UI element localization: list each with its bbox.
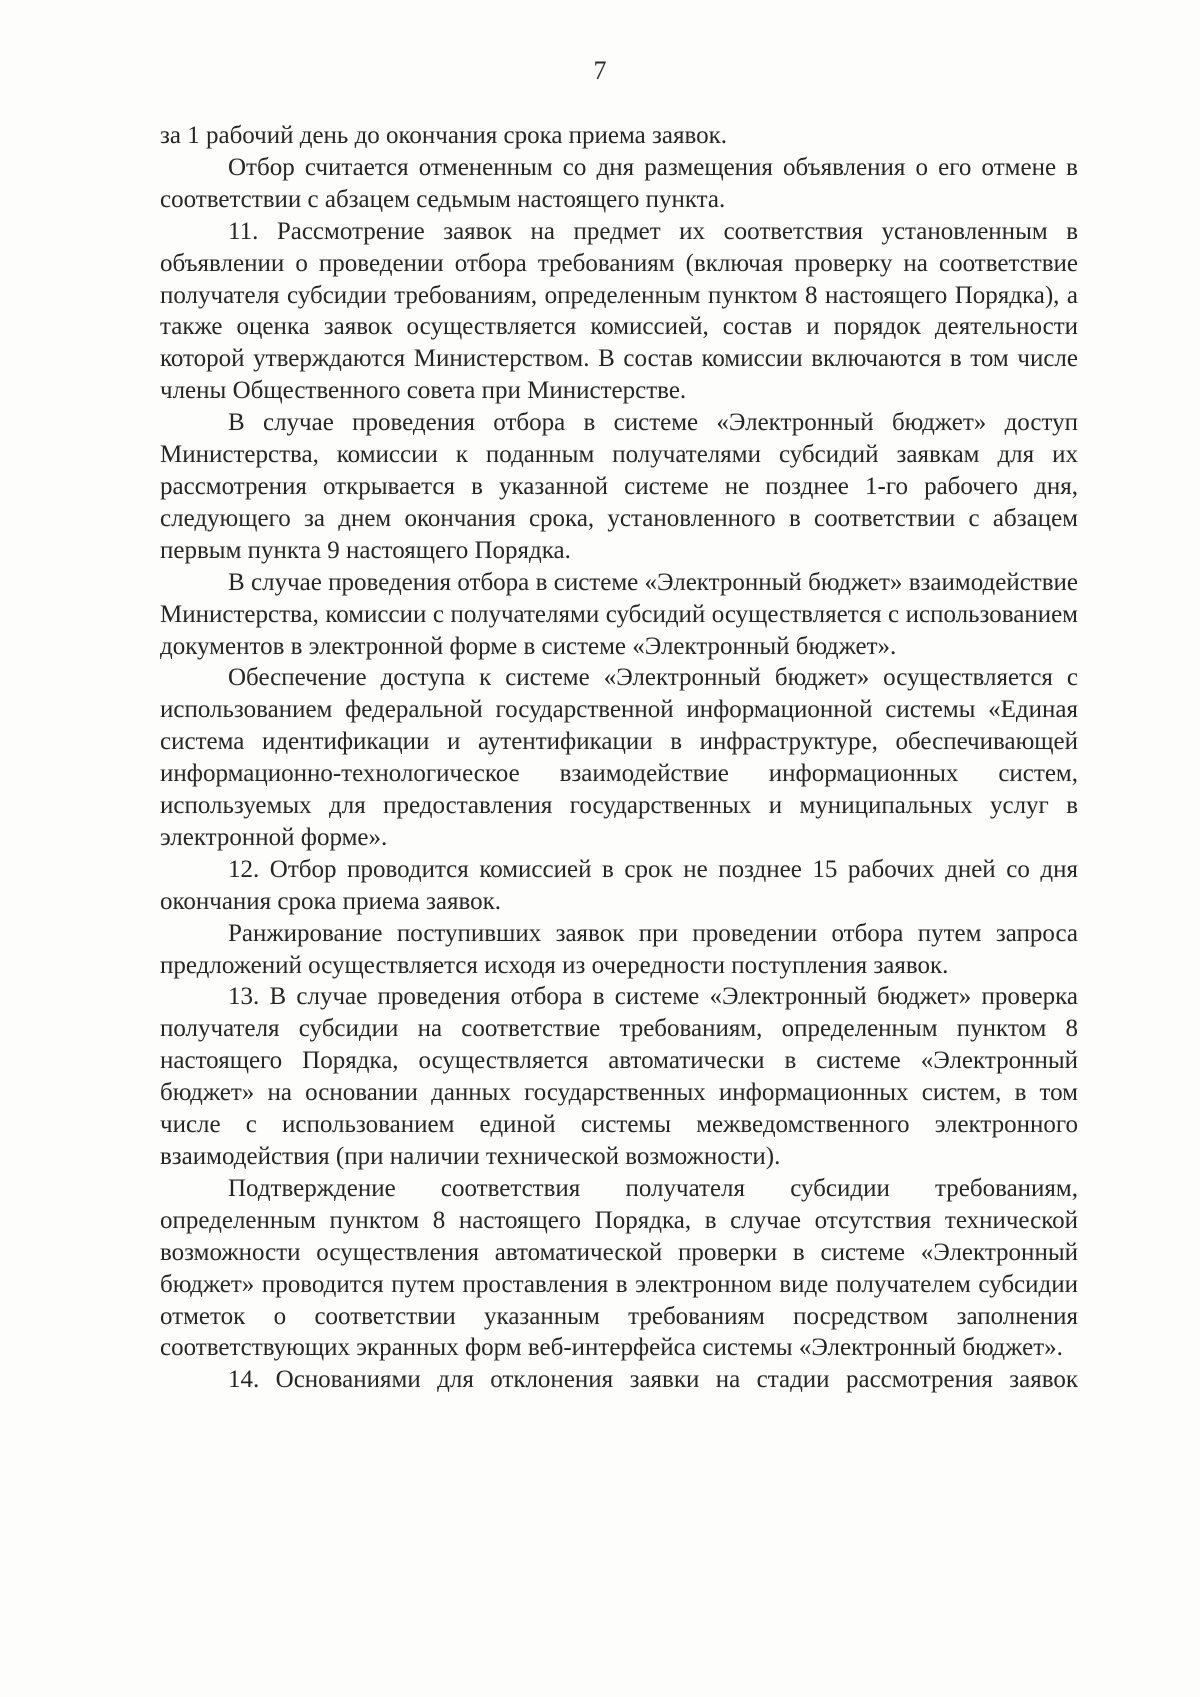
page-number: 7	[593, 56, 607, 85]
paragraph-system-access: Обеспечение доступа к системе «Электронный бюджет» осуществляется с использованием федеральной государственной информационной системы «Единая система идентификации и аутентификации в инфраструктуре, обеспечивающей информационно-технологическое взаимодействие информационных систем, используемых для предоставления государственных и муниципальных услуг в электронной форме».	[160, 664, 1078, 851]
paragraph-selection-cancel: Отбор считается отмененным со дня размещения объявления о его отмене в соответствии с абзацем седьмым настоящего пункта.	[160, 153, 1078, 213]
paragraph-clause-13: 13. В случае проведения отбора в системе «Электронный бюджет» проверка получателя субсидии на соответствие требованиям, определенным пунктом 8 настоящего Порядка, осуществляется автоматически в системе «Электронный бюджет» на основании данных государственных информационных систем, в том числе с использованием единой системы межведомственного электронного взаимодействия (при наличии технической возможности).	[160, 983, 1078, 1170]
document-body	[160, 120, 1078, 1396]
paragraph-continuation: за 1 рабочий день до окончания срока приема заявок.	[160, 122, 728, 149]
paragraph-clause-12: 12. Отбор проводится комиссией в срок не позднее 15 рабочих дней со дня окончания срока приема заявок.	[160, 855, 1078, 915]
paragraph-access-review: В случае проведения отбора в системе «Электронный бюджет» доступ Министерства, комиссии к поданным получателями субсидий заявкам для их рассмотрения открывается в указанной системе не позднее 1-го рабочего дня, следующего за днем окончания срока, установленного в соответствии с абзацем первым пункта 9 настоящего Порядка.	[160, 409, 1078, 564]
paragraph-clause-11: 11. Рассмотрение заявок на предмет их соответствия установленным в объявлении о проведении отбора требованиям (включая проверку на соответствие получателя субсидии требованиям, определенным пунктом 8 настоящего Порядка), а также оценка заявок осуществляется комиссией, состав и порядок деятельности которой утверждаются Министерством. В состав комиссии включаются в том числе члены Общественного совета при Министерстве.	[160, 217, 1078, 405]
paragraph-confirmation: Подтверждение соответствия получателя субсидии требованиям, определенным пунктом 8 настоящего Порядка, в случае отсутствия технической возможности осуществления автоматической проверки в системе «Электронный бюджет» проводится путем проставления в электронном виде получателем субсидии отметок о соответствии указанным требованиям посредством заполнения соответствующих экранных форм веб-интерфейса системы «Электронный бюджет».	[160, 1174, 1078, 1362]
paragraph-clause-14: 14. Основаниями для отклонения заявки на стадии рассмотрения заявок	[228, 1366, 1078, 1394]
paragraph-ranking: Ранжирование поступивших заявок при проведении отбора путем запроса предложений осуществляется исходя из очередности поступления заявок.	[160, 919, 1078, 979]
paragraph-interaction: В случае проведения отбора в системе «Электронный бюджет» взаимодействие Министерства, комиссии с получателями субсидий осуществляется с использованием документов в электронной форме в системе «Электронный бюджет».	[160, 568, 1078, 660]
